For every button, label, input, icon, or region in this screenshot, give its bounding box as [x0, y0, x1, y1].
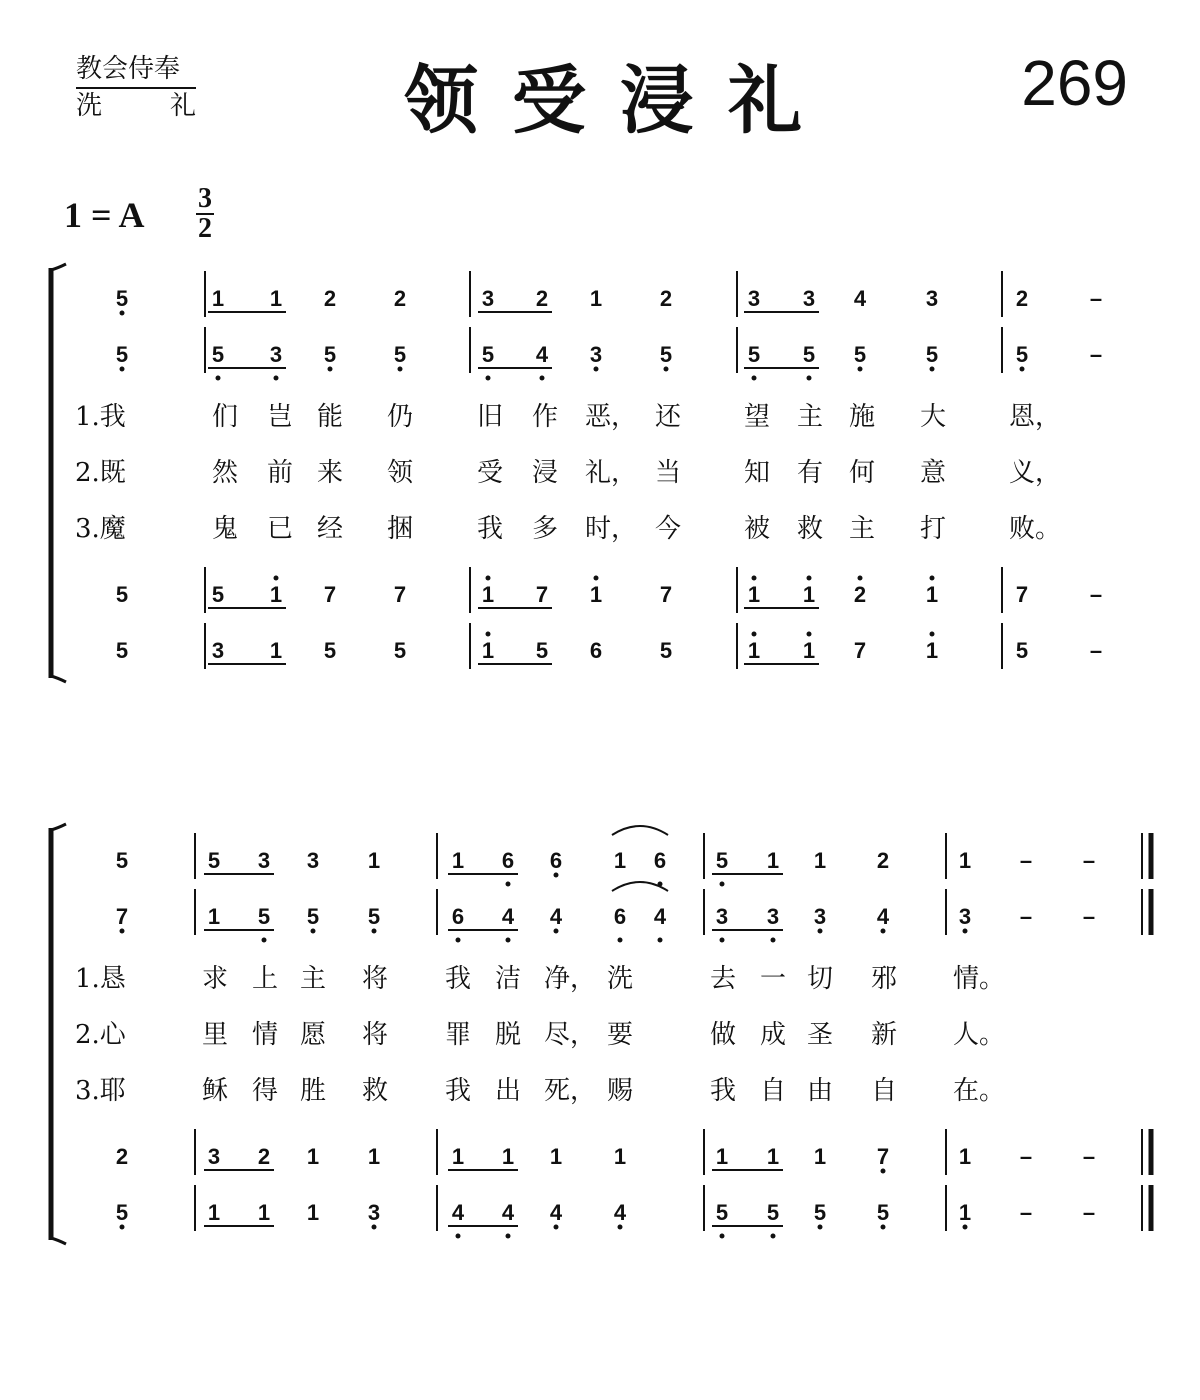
octave-dot-low — [262, 938, 267, 943]
lyric: 将 — [362, 1020, 389, 1050]
note: 5 — [715, 848, 729, 873]
lyric: 情 — [252, 1020, 279, 1050]
note: 1 — [451, 1144, 465, 1169]
note: 1 — [269, 286, 283, 311]
note: 7 — [323, 582, 337, 607]
dash: – — [1082, 1200, 1096, 1225]
lyric: 由 — [807, 1076, 834, 1106]
note: 6 — [549, 848, 563, 873]
octave-dot-low — [120, 311, 125, 316]
octave-dot-low — [372, 929, 377, 934]
lyric: 洁 — [495, 964, 522, 994]
octave-dot-low — [881, 1225, 886, 1230]
octave-dot-low — [818, 929, 823, 934]
lyric: 救 — [362, 1076, 389, 1106]
note: 5 — [257, 904, 271, 929]
lyric: 做 — [710, 1020, 737, 1050]
lyric: 情。 — [953, 964, 1006, 994]
category-line2-b: 礼 — [169, 91, 196, 121]
lyric: 一 — [760, 964, 787, 994]
lyric: 愿 — [300, 1020, 327, 1050]
note: 3 — [925, 286, 939, 311]
lyric: 我 — [445, 964, 472, 994]
lyric: 我 — [445, 1076, 472, 1106]
note: 5 — [393, 342, 407, 367]
note: 5 — [323, 342, 337, 367]
note: 5 — [715, 1200, 729, 1225]
lyric: 死， — [544, 1076, 597, 1106]
note: 1 — [549, 1144, 563, 1169]
lyric: 求 — [202, 964, 229, 994]
octave-dot-low — [120, 367, 125, 372]
note: 3 — [715, 904, 729, 929]
note: 5 — [115, 582, 129, 607]
note: 1 — [813, 848, 827, 873]
note: 6 — [451, 904, 465, 929]
note: 1 — [207, 904, 221, 929]
note: 1 — [211, 286, 225, 311]
note: 5 — [115, 286, 129, 311]
note: 6 — [653, 848, 667, 873]
note: 5 — [876, 1200, 890, 1225]
octave-dot-low — [771, 938, 776, 943]
note: 3 — [269, 342, 283, 367]
key-signature: 1 = A — [64, 195, 145, 235]
octave-dot-high — [930, 576, 935, 581]
note: 4 — [501, 1200, 515, 1225]
lyric: 1.恳 — [75, 964, 126, 994]
note: 1 — [766, 848, 780, 873]
lyric: 2.既 — [75, 458, 126, 488]
note: 1 — [451, 848, 465, 873]
octave-dot-low — [372, 1225, 377, 1230]
lyric: 出 — [495, 1076, 522, 1106]
octave-dot-low — [858, 367, 863, 372]
lyric: 们 — [212, 402, 239, 432]
lyric: 捆 — [387, 514, 414, 544]
lyric: 3.魔 — [75, 514, 126, 544]
lyric: 成 — [760, 1020, 787, 1050]
note: 6 — [589, 638, 603, 663]
dash: – — [1089, 342, 1103, 367]
octave-dot-low — [720, 1234, 725, 1239]
note: 1 — [766, 1144, 780, 1169]
note: 1 — [715, 1144, 729, 1169]
octave-dot-low — [963, 1225, 968, 1230]
note: 3 — [481, 286, 495, 311]
system-bracket-top — [51, 264, 66, 270]
lyric: 得 — [252, 1076, 279, 1106]
octave-dot-low — [881, 929, 886, 934]
note: 4 — [549, 904, 563, 929]
octave-dot-high — [594, 576, 599, 581]
octave-dot-high — [752, 632, 757, 637]
lyric: 礼， — [585, 458, 638, 488]
lyric: 救 — [797, 514, 824, 544]
hymn-title: 领受浸礼 — [404, 58, 836, 144]
dash: – — [1082, 904, 1096, 929]
lyric: 我 — [477, 514, 504, 544]
note: 2 — [115, 1144, 129, 1169]
note: 7 — [853, 638, 867, 663]
octave-dot-high — [858, 576, 863, 581]
lyric: 稣 — [202, 1076, 229, 1106]
note: 3 — [589, 342, 603, 367]
octave-dot-low — [554, 929, 559, 934]
category-line1: 教会侍奉 — [76, 52, 196, 89]
lyric: 新 — [871, 1020, 898, 1050]
octave-dot-high — [486, 576, 491, 581]
note: 5 — [925, 342, 939, 367]
lyric: 鬼 — [212, 514, 239, 544]
octave-dot-low — [658, 938, 663, 943]
note: 5 — [115, 1200, 129, 1225]
lyric: 邪 — [871, 964, 898, 994]
octave-dot-high — [486, 632, 491, 637]
lyric: 败。 — [1009, 514, 1062, 544]
note: 1 — [613, 848, 627, 873]
note: 3 — [257, 848, 271, 873]
note: 5 — [535, 638, 549, 663]
lyric: 尽， — [544, 1020, 597, 1050]
note: 4 — [549, 1200, 563, 1225]
octave-dot-low — [720, 938, 725, 943]
note: 5 — [659, 342, 673, 367]
lyric: 仍 — [387, 402, 414, 432]
note: 5 — [367, 904, 381, 929]
octave-dot-low — [818, 1225, 823, 1230]
octave-dot-high — [930, 632, 935, 637]
lyric: 大 — [920, 402, 947, 432]
note: 2 — [257, 1144, 271, 1169]
octave-dot-low — [554, 1225, 559, 1230]
lyric: 前 — [267, 458, 294, 488]
slur — [612, 826, 668, 835]
note: 3 — [802, 286, 816, 311]
note: 1 — [958, 1144, 972, 1169]
lyric: 有 — [797, 458, 824, 488]
note: 5 — [747, 342, 761, 367]
lyric: 主 — [797, 402, 824, 432]
note: 1 — [481, 638, 495, 663]
lyric: 能 — [317, 402, 344, 432]
lyric: 赐 — [607, 1076, 634, 1106]
note: 1 — [925, 582, 939, 607]
lyric: 时， — [585, 514, 638, 544]
note: 5 — [323, 638, 337, 663]
note: 4 — [853, 286, 867, 311]
note: 5 — [853, 342, 867, 367]
note: 7 — [535, 582, 549, 607]
lyric: 望 — [744, 402, 771, 432]
lyric: 上 — [252, 964, 279, 994]
note: 3 — [306, 848, 320, 873]
lyric: 罪 — [445, 1020, 472, 1050]
note: 1 — [269, 638, 283, 663]
note: 5 — [211, 582, 225, 607]
note: 3 — [367, 1200, 381, 1225]
note: 1 — [813, 1144, 827, 1169]
note: 4 — [501, 904, 515, 929]
note: 1 — [589, 286, 603, 311]
octave-dot-low — [398, 367, 403, 372]
octave-dot-high — [807, 632, 812, 637]
lyric: 要 — [607, 1020, 634, 1050]
note: 1 — [367, 848, 381, 873]
octave-dot-low — [930, 367, 935, 372]
note: 3 — [958, 904, 972, 929]
note: 5 — [659, 638, 673, 663]
note: 3 — [813, 904, 827, 929]
note: 6 — [613, 904, 627, 929]
note: 5 — [207, 848, 221, 873]
note: 1 — [747, 582, 761, 607]
note: 1 — [207, 1200, 221, 1225]
note: 7 — [1015, 582, 1029, 607]
octave-dot-low — [720, 882, 725, 887]
time-signature-top: 3 — [198, 183, 212, 214]
octave-dot-low — [456, 938, 461, 943]
lyric: 浸 — [532, 458, 559, 488]
note: 4 — [876, 904, 890, 929]
note: 2 — [1015, 286, 1029, 311]
note: 1 — [925, 638, 939, 663]
lyric: 何 — [849, 458, 876, 488]
note: 5 — [115, 342, 129, 367]
octave-dot-high — [807, 576, 812, 581]
octave-dot-low — [506, 938, 511, 943]
lyric: 主 — [300, 964, 327, 994]
note: 1 — [481, 582, 495, 607]
note: 2 — [659, 286, 673, 311]
octave-dot-low — [594, 367, 599, 372]
note: 1 — [367, 1144, 381, 1169]
octave-dot-low — [664, 367, 669, 372]
note: 2 — [323, 286, 337, 311]
note: 7 — [659, 582, 673, 607]
note: 7 — [876, 1144, 890, 1169]
lyric: 打 — [920, 514, 947, 544]
note: 5 — [802, 342, 816, 367]
note: 2 — [853, 582, 867, 607]
note: 2 — [535, 286, 549, 311]
lyric: 1.我 — [75, 402, 126, 432]
lyric: 胜 — [300, 1076, 327, 1106]
octave-dot-low — [618, 1225, 623, 1230]
note: 4 — [653, 904, 667, 929]
note: 1 — [802, 638, 816, 663]
octave-dot-low — [216, 376, 221, 381]
octave-dot-high — [274, 576, 279, 581]
lyric: 受 — [477, 458, 504, 488]
note: 3 — [211, 638, 225, 663]
octave-dot-low — [328, 367, 333, 372]
note: 3 — [747, 286, 761, 311]
lyric: 切 — [807, 964, 834, 994]
time-signature-bottom: 2 — [198, 213, 212, 244]
lyric: 今 — [655, 514, 682, 544]
octave-dot-low — [881, 1169, 886, 1174]
lyric: 恩， — [1009, 402, 1062, 432]
lyric: 当 — [655, 458, 682, 488]
note: 1 — [306, 1200, 320, 1225]
note: 2 — [393, 286, 407, 311]
lyric: 来 — [317, 458, 344, 488]
note: 5 — [306, 904, 320, 929]
octave-dot-low — [274, 376, 279, 381]
lyric: 经 — [317, 514, 344, 544]
note: 1 — [269, 582, 283, 607]
lyric: 3.耶 — [75, 1076, 126, 1106]
note: 5 — [393, 638, 407, 663]
note: 3 — [207, 1144, 221, 1169]
octave-dot-low — [456, 1234, 461, 1239]
dash: – — [1089, 286, 1103, 311]
lyric: 知 — [744, 458, 771, 488]
note: 1 — [257, 1200, 271, 1225]
dash: – — [1019, 1144, 1033, 1169]
note: 1 — [747, 638, 761, 663]
note: 6 — [501, 848, 515, 873]
system-bracket-bottom — [51, 1238, 66, 1244]
lyric: 人。 — [953, 1020, 1006, 1050]
category-line2-a: 洗 — [76, 91, 103, 121]
dash: – — [1019, 1200, 1033, 1225]
note: 1 — [501, 1144, 515, 1169]
octave-dot-low — [618, 938, 623, 943]
octave-dot-low — [486, 376, 491, 381]
lyric: 作 — [532, 402, 559, 432]
octave-dot-low — [540, 376, 545, 381]
note: 1 — [802, 582, 816, 607]
note: 7 — [115, 904, 129, 929]
note: 5 — [1015, 638, 1029, 663]
lyric: 净， — [544, 964, 597, 994]
lyric: 2.心 — [75, 1020, 126, 1050]
octave-dot-low — [1020, 367, 1025, 372]
lyric: 领 — [387, 458, 414, 488]
note: 4 — [535, 342, 549, 367]
dash: – — [1089, 582, 1103, 607]
lyric: 施 — [849, 402, 876, 432]
note: 1 — [958, 1200, 972, 1225]
note: 1 — [589, 582, 603, 607]
lyric: 意 — [920, 458, 947, 488]
lyric: 将 — [362, 964, 389, 994]
note: 5 — [766, 1200, 780, 1225]
dash: – — [1089, 638, 1103, 663]
note: 4 — [451, 1200, 465, 1225]
dash: – — [1019, 904, 1033, 929]
note: 1 — [613, 1144, 627, 1169]
system-bracket-top — [51, 824, 66, 830]
octave-dot-low — [311, 929, 316, 934]
note: 5 — [211, 342, 225, 367]
note: 1 — [958, 848, 972, 873]
note: 5 — [481, 342, 495, 367]
note: 2 — [876, 848, 890, 873]
dash: – — [1082, 848, 1096, 873]
note: 3 — [766, 904, 780, 929]
lyric: 去 — [710, 964, 737, 994]
system-bracket-bottom — [51, 676, 66, 682]
octave-dot-low — [506, 1234, 511, 1239]
octave-dot-low — [807, 376, 812, 381]
dash: – — [1082, 1144, 1096, 1169]
lyric: 在。 — [953, 1076, 1006, 1106]
note: 5 — [115, 848, 129, 873]
octave-dot-low — [771, 1234, 776, 1239]
lyric: 脱 — [495, 1020, 522, 1050]
lyric: 洗 — [607, 964, 634, 994]
octave-dot-low — [752, 376, 757, 381]
lyric: 旧 — [477, 402, 504, 432]
octave-dot-low — [963, 929, 968, 934]
octave-dot-low — [554, 873, 559, 878]
lyric: 自 — [760, 1076, 787, 1106]
lyric: 已 — [267, 514, 294, 544]
note: 1 — [306, 1144, 320, 1169]
lyric: 圣 — [807, 1020, 834, 1050]
note: 4 — [613, 1200, 627, 1225]
lyric: 多 — [532, 514, 559, 544]
lyric: 被 — [744, 514, 771, 544]
lyric: 恶， — [585, 402, 638, 432]
note: 5 — [813, 1200, 827, 1225]
lyric: 主 — [849, 514, 876, 544]
octave-dot-low — [120, 1225, 125, 1230]
lyric: 然 — [212, 458, 239, 488]
octave-dot-low — [120, 929, 125, 934]
lyric: 里 — [202, 1020, 229, 1050]
note: 5 — [115, 638, 129, 663]
note: 5 — [1015, 342, 1029, 367]
lyric: 岂 — [267, 402, 294, 432]
hymn-number: 269 — [1021, 47, 1128, 119]
dash: – — [1019, 848, 1033, 873]
octave-dot-low — [506, 882, 511, 887]
lyric: 我 — [710, 1076, 737, 1106]
lyric: 还 — [655, 402, 682, 432]
octave-dot-high — [752, 576, 757, 581]
note: 7 — [393, 582, 407, 607]
lyric: 自 — [871, 1076, 898, 1106]
lyric: 义， — [1009, 458, 1062, 488]
